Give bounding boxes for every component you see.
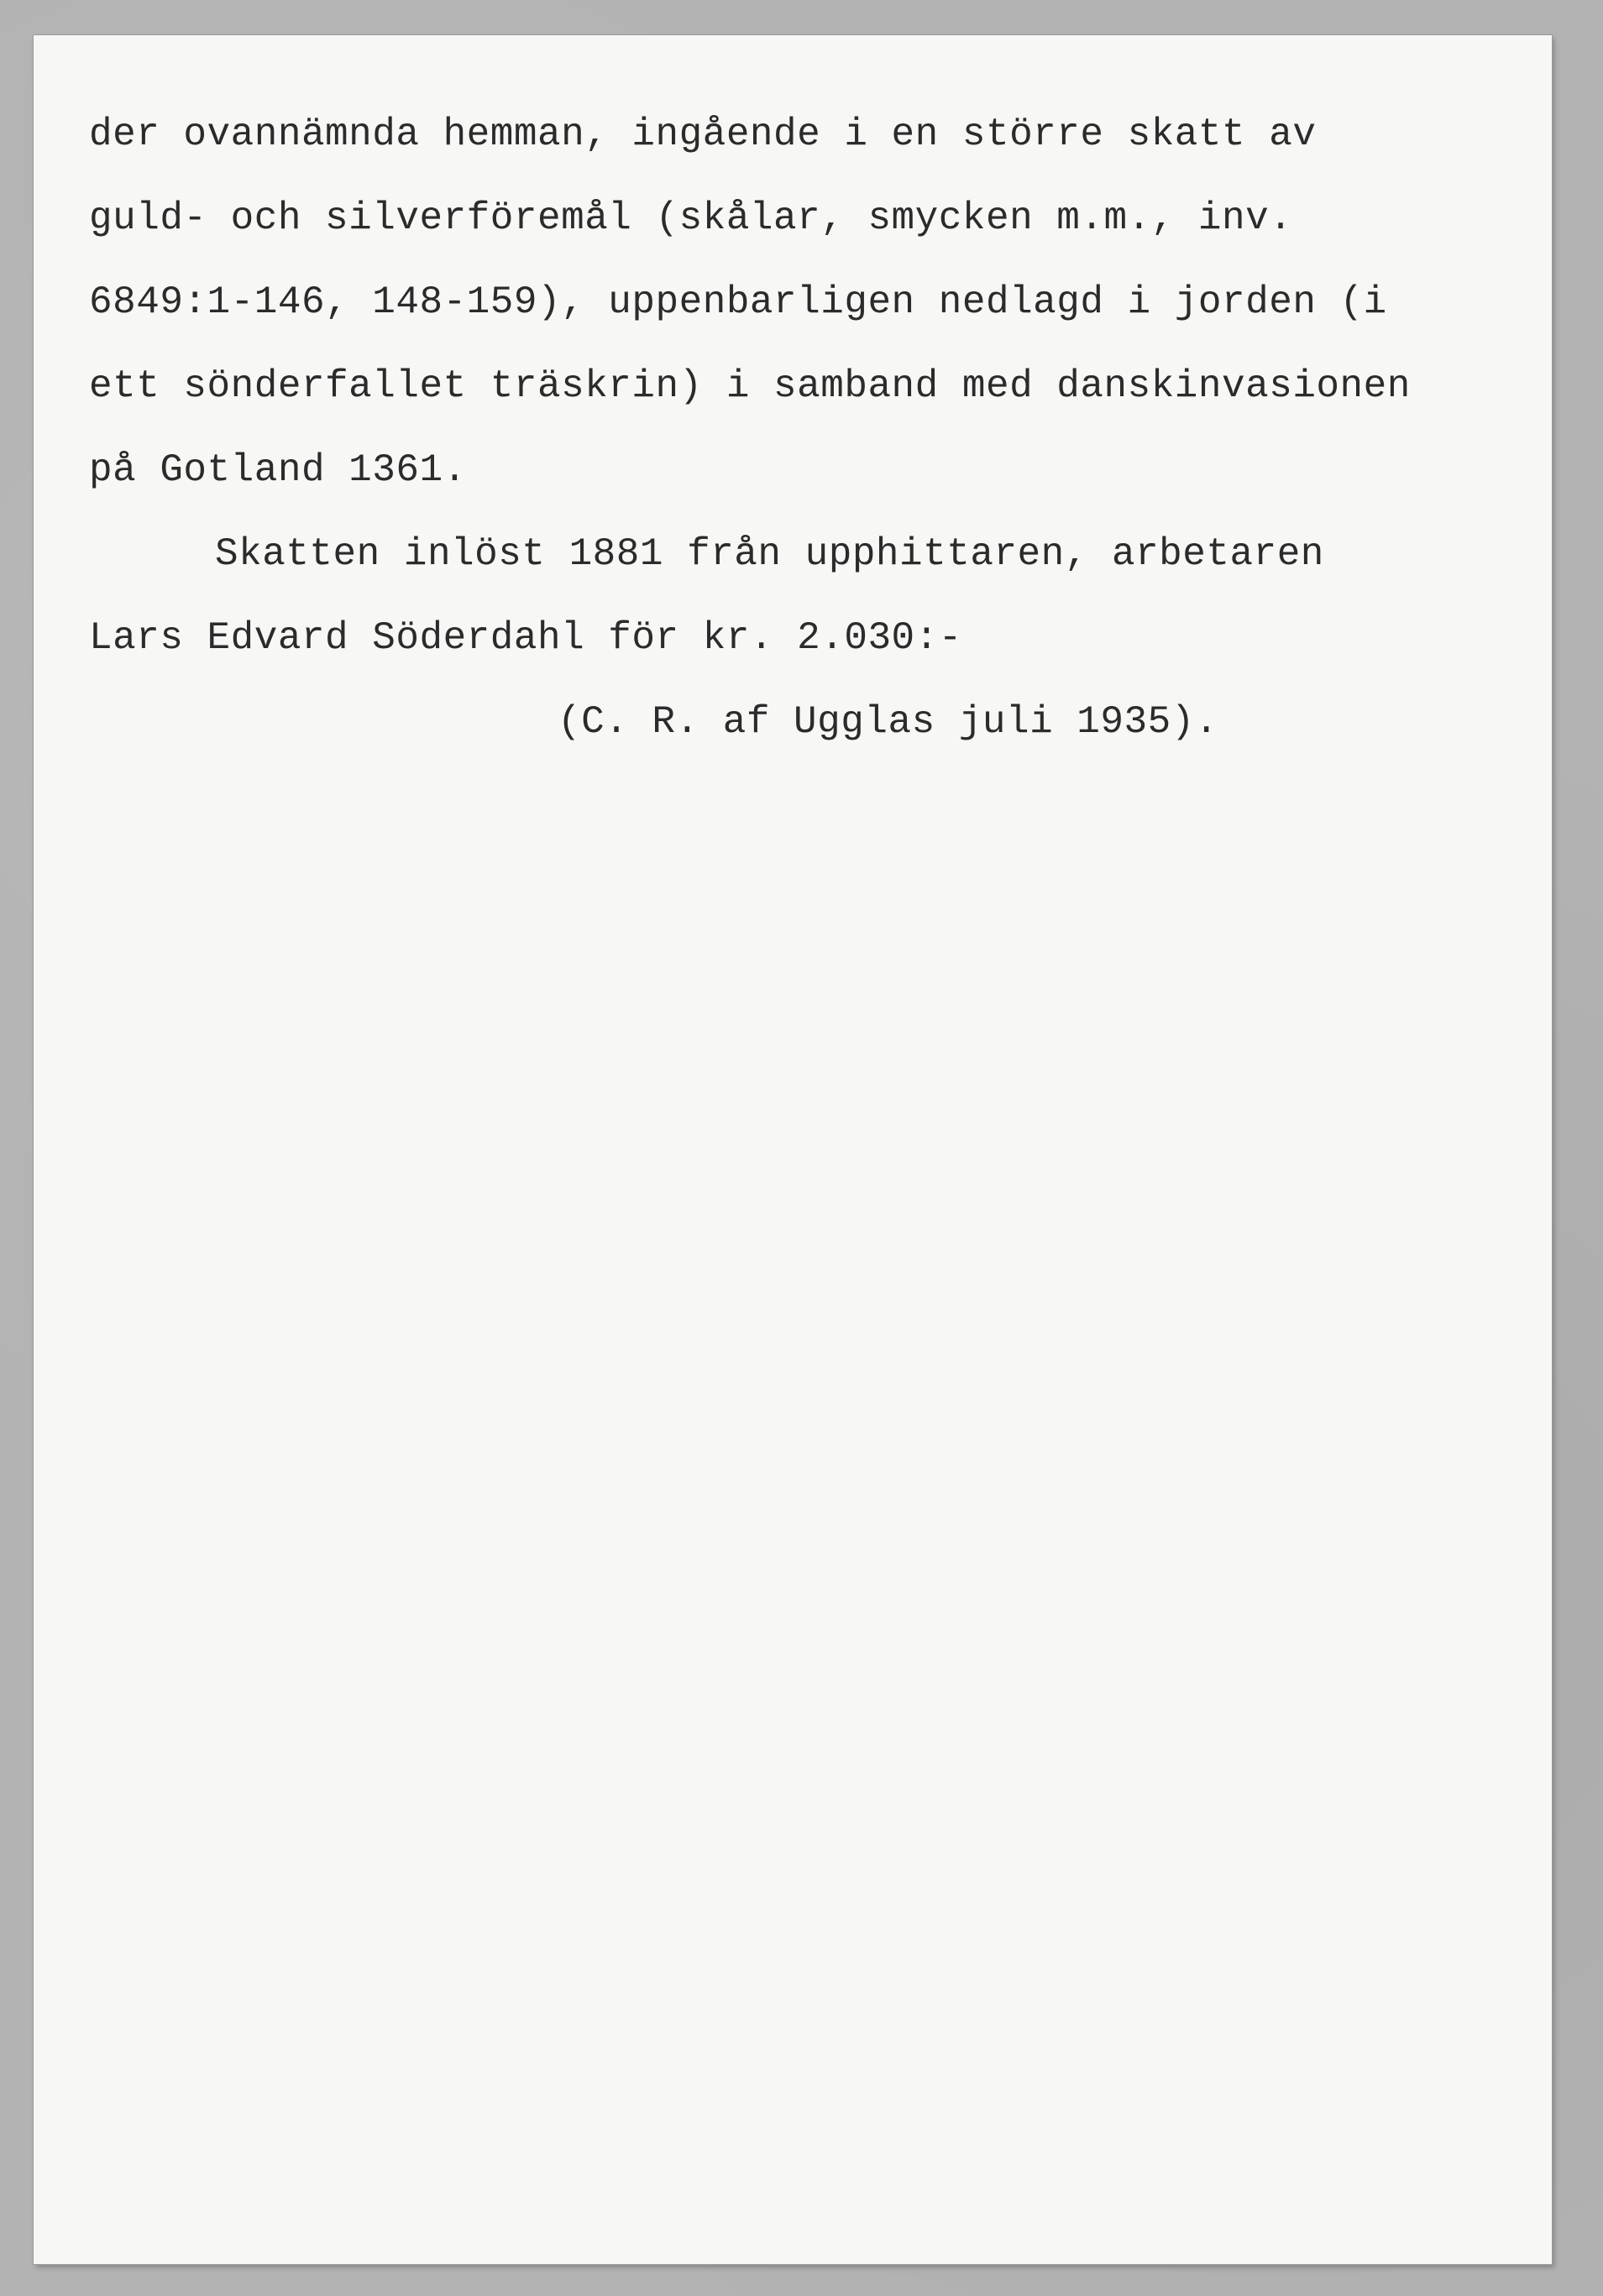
text-line-1: der ovannämnda hemman, ingående i en större skatt av [89, 112, 1317, 156]
text-line-6-indented: Skatten inlöst 1881 från upphittaren, arbetaren [215, 532, 1324, 576]
text-line-3: 6849:1-146, 148-159), uppenbarligen nedlagd i jorden (i [89, 280, 1387, 324]
signature-line: (C. R. af Ugglas juli 1935). [558, 700, 1218, 744]
text-line-2: guld- och silverföremål (skålar, smycken m.m., inv. [89, 196, 1293, 240]
archive-card [34, 35, 1552, 2264]
text-line-5: på Gotland 1361. [89, 448, 467, 492]
text-line-4: ett sönderfallet träskrin) i samband med danskinvasionen [89, 364, 1411, 408]
text-line-7: Lars Edvard Söderdahl för kr. 2.030:- [89, 616, 962, 660]
